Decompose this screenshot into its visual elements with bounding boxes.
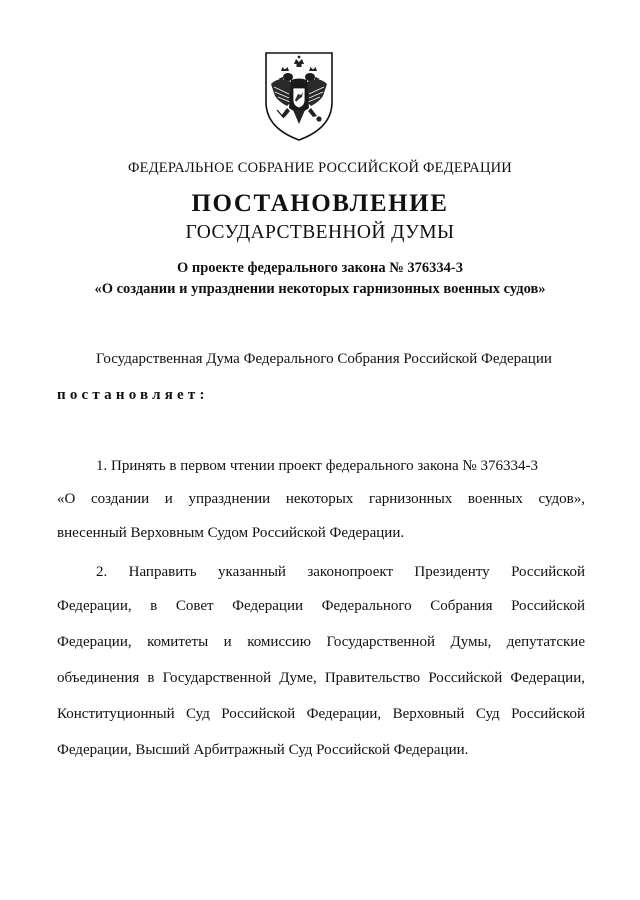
resolves-text: постановляет: xyxy=(57,387,209,403)
issuer-heading: ГОСУДАРСТВЕННОЙ ДУМЫ xyxy=(185,222,455,243)
item1-line1: 1. Принять в первом чтении проект федерального закона № 376334-3 xyxy=(96,458,538,474)
document-subject xyxy=(0,258,640,300)
subject-line-2: «О создании и упразднении некоторых гарнизонных военных судов» xyxy=(94,281,546,297)
item1-line2: «О создании и упразднении некоторых гарнизонных военных судов», xyxy=(57,491,585,507)
coat-of-arms-emblem xyxy=(263,50,335,142)
item2-line5: Конституционный Суд Российской Федерации, Верховный Суд Российской xyxy=(57,706,585,722)
item2-line4: объединения в Государственной Думе, Правительство Российской Федерации, xyxy=(57,670,585,686)
preamble-text: Государственная Дума Федерального Собрания Российской Федерации xyxy=(96,351,552,367)
item2-line6: Федерации, Высший Арбитражный Суд Российской Федерации. xyxy=(57,742,469,758)
item2-line1: 2. Направить указанный законопроект Президенту Российской xyxy=(96,564,585,580)
organization-heading: ФЕДЕРАЛЬНОЕ СОБРАНИЕ РОССИЙСКОЙ ФЕДЕРАЦИИ xyxy=(128,160,512,176)
item1-line3: внесенный Верховным Судом Российской Федерации. xyxy=(57,525,405,541)
document-type-title: ПОСТАНОВЛЕНИЕ xyxy=(191,190,449,217)
subject-line-1: О проекте федерального закона № 376334-3 xyxy=(176,260,464,276)
item2-line2: Федерации, в Совет Федерации Федерального Собрания Российской xyxy=(57,598,585,614)
item2-line3: Федерации, комитеты и комиссию Государственной Думы, депутатские xyxy=(57,634,585,650)
